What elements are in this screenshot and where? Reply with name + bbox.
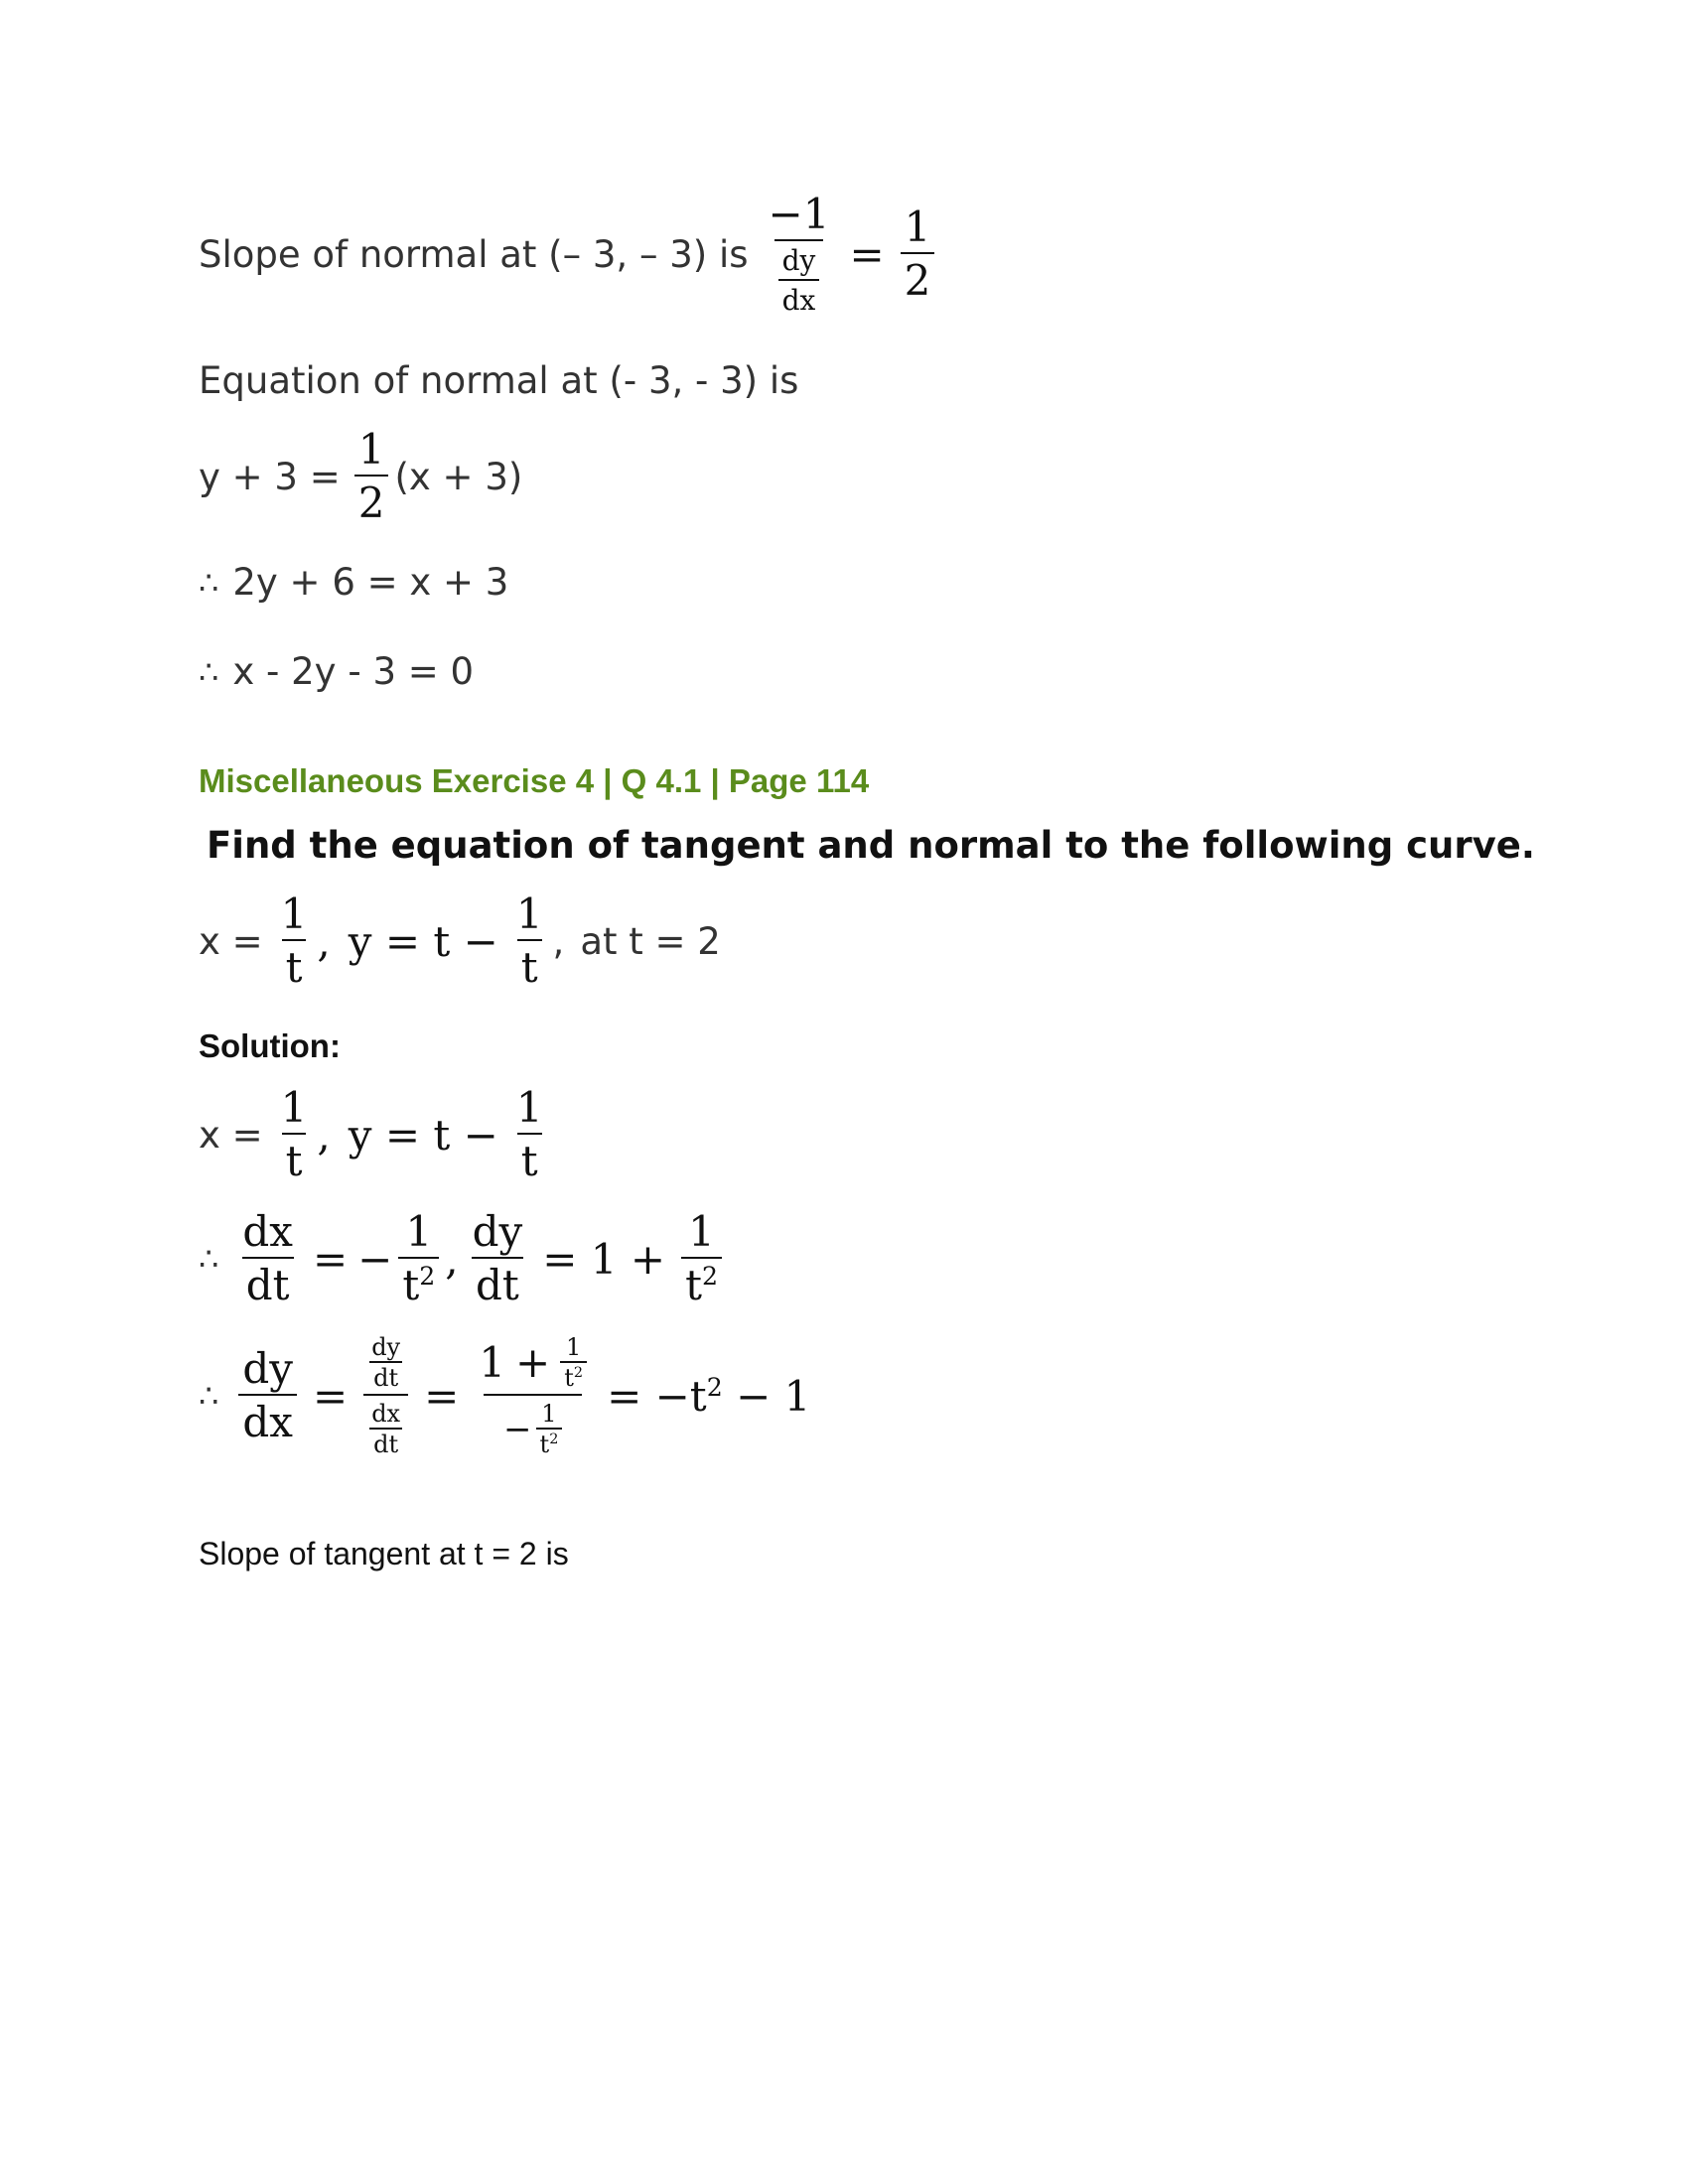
x-equals: x = [199,919,263,963]
compound-fraction [363,1335,408,1456]
dx-dt-small [367,1402,404,1456]
equals-sign: = [312,1234,349,1284]
result-tail: − 1 [722,1371,811,1421]
one: 1 [515,1083,543,1132]
normal-equation-rhs: (x + 3) [394,455,523,498]
x-equals: x = [199,1113,263,1157]
dy: dy [472,1207,523,1256]
one-over-t-squared-2 [681,1207,722,1309]
t-squared [536,1428,563,1456]
dy-dt-small [367,1335,404,1390]
therefore-symbol: ∴ [199,1377,219,1415]
normal-slope-denominator [774,239,824,315]
dx: dx [371,1400,401,1428]
equals-sign: = [312,1371,349,1421]
derivatives-line [199,1207,728,1309]
step-two [199,650,474,693]
t-base: t [685,1261,702,1309]
quotient-denominator [484,1394,582,1456]
t-squared [398,1257,439,1309]
y-equals: y = t − [348,1110,498,1160]
compound-numerator [363,1335,408,1394]
one: 1 [688,1207,715,1256]
therefore-symbol: ∴ [199,652,219,691]
one-over-t [277,889,312,992]
therefore-symbol: ∴ [199,563,219,602]
normal-slope-result [901,203,935,305]
step-one [199,561,508,604]
t-base: t [539,1431,550,1458]
t-base: t [564,1364,574,1392]
one-over-t-2 [512,1083,547,1185]
exponent-two: 2 [701,1262,718,1291]
normal-equation-lhs: y + 3 = [199,455,341,498]
dy-dx-fraction [238,1344,297,1446]
dt: dt [369,1361,402,1390]
t: t [282,1133,307,1182]
dt: dt [472,1257,523,1306]
dy: dy [242,1344,293,1393]
t: t [517,1133,542,1182]
half-denominator: 2 [354,475,389,524]
final-result [607,1372,810,1421]
t: t [517,939,542,989]
exponent-two: 2 [549,1432,559,1447]
one-over-t-2 [512,889,547,992]
exponent-two: 2 [419,1262,436,1291]
normal-equation [199,425,523,527]
step-one-text: 2y + 6 = x + 3 [232,561,509,604]
dy-dx-line [199,1335,810,1456]
exercise-heading: Miscellaneous Exercise 4 | Q 4.1 | Page 114 [199,762,870,799]
normal-slope-fraction [765,190,834,317]
t-squared [560,1361,587,1390]
dx: dx [238,1394,297,1443]
equals-one-plus: = 1 + [542,1234,666,1284]
one: 1 [479,1337,506,1387]
one-over-t [277,1083,312,1185]
compound-denominator [363,1394,408,1456]
comma: , [317,1110,331,1160]
plus-sign: + [515,1337,551,1387]
t-squared [681,1257,722,1309]
one: 1 [280,889,308,938]
solution-curve [199,1083,553,1185]
step-two-text: x - 2y - 3 = 0 [232,650,475,693]
therefore-symbol: ∴ [199,1240,219,1278]
dy-dt-fraction [469,1207,527,1309]
one-over-t-squared [398,1207,439,1309]
dy-dx-fraction [778,244,820,317]
t: t [282,939,307,989]
exponent-two: 2 [706,1372,723,1402]
comma: , [317,916,331,966]
dy-text: dy [781,244,816,277]
dx-dt-fraction [238,1207,297,1309]
one: 1 [566,1333,582,1361]
slope-tangent-label: Slope of tangent at t = 2 is [199,1536,569,1571]
equals-sign: = [424,1371,460,1421]
y-equals: y = t − [348,916,498,966]
normal-equation-label [199,359,798,402]
result-denominator: 2 [901,252,935,302]
dx: dx [242,1207,293,1256]
dy: dy [371,1333,401,1361]
dx-text: dx [778,279,820,315]
one-over-t-squared-small [560,1335,587,1390]
result-prefix: = −t [607,1371,707,1421]
dt: dt [242,1257,294,1306]
quotient-fraction [475,1335,591,1456]
curve-definition [199,889,721,992]
quotient-numerator [475,1335,591,1394]
comma: , [445,1234,459,1284]
one: 1 [541,1400,557,1428]
result-numerator: 1 [904,203,931,251]
normal-equation-label-text: Equation of normal at (- 3, - 3) is [199,359,799,402]
one: 1 [405,1207,433,1256]
half-fraction [354,425,389,527]
minus-sign: − [357,1234,393,1284]
normal-slope-text: Slope of normal at (– 3, – 3) is [199,232,749,276]
comma: , [552,919,565,963]
t-base: t [402,1261,420,1309]
minus-sign: − [503,1409,532,1449]
solution-label: Solution: [199,1027,341,1064]
normal-slope-numerator: −1 [768,190,830,238]
equals-sign: = [849,229,885,279]
one-over-t-squared-small-2 [536,1402,563,1456]
at-t-equals-2: at t = 2 [580,919,721,963]
exponent-two: 2 [573,1365,584,1381]
dt: dt [369,1428,402,1456]
one: 1 [515,889,543,938]
one: 1 [280,1083,308,1132]
normal-slope-line [199,190,940,317]
half-numerator: 1 [357,425,385,474]
question-text: Find the equation of tangent and normal to the following curve. [207,824,1535,867]
